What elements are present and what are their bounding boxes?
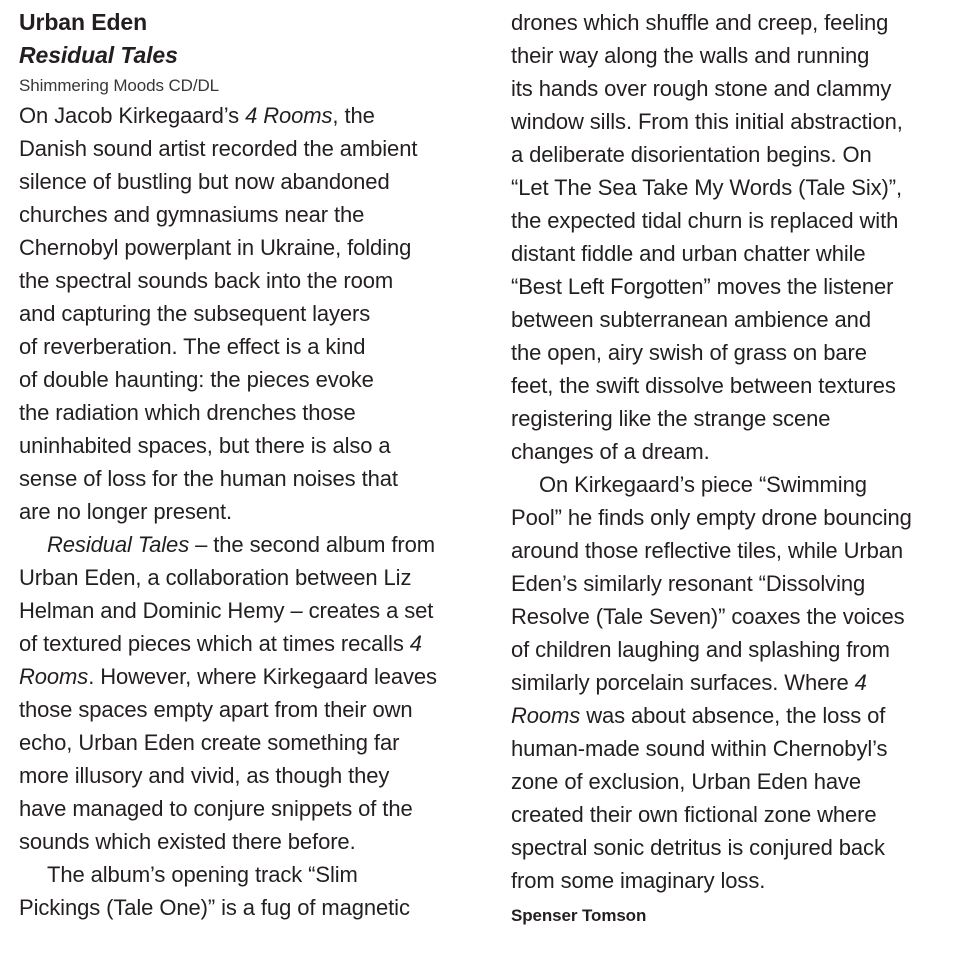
text-line: of textured pieces which at times recalls 4 <box>19 631 422 656</box>
text-line: changes of a dream. <box>511 439 710 464</box>
text-line: window sills. From this initial abstraction, <box>511 109 903 134</box>
text-line: between subterranean ambience and <box>511 307 871 332</box>
text-line: “Let The Sea Take My Words (Tale Six)”, <box>511 175 903 200</box>
text-line: a deliberate disorientation begins. On <box>511 142 872 167</box>
text-line: Pool” he finds only empty drone bouncing <box>511 505 912 530</box>
italic-title: Rooms <box>511 703 581 728</box>
artist-name: Urban Eden <box>19 9 148 35</box>
text-line: of reverberation. The effect is a kind <box>19 334 366 359</box>
text-line: their way along the walls and running <box>511 43 870 68</box>
text-line: are no longer present. <box>19 499 233 524</box>
text-line: zone of exclusion, Urban Eden have <box>511 769 862 794</box>
text-line: its hands over rough stone and clammy <box>511 76 892 101</box>
text-line: similarly porcelain surfaces. Where 4 <box>511 670 867 695</box>
text-line: human-made sound within Chernobyl’s <box>511 736 888 761</box>
review-body-right <box>511 6 971 897</box>
text-line: On Kirkegaard’s piece “Swimming <box>539 472 867 497</box>
text-line: Rooms was about absence, the loss of <box>511 703 886 728</box>
text-line: more illusory and vivid, as though they <box>19 763 390 788</box>
review-body-left <box>19 99 494 924</box>
text-line: drones which shuffle and creep, feeling <box>511 10 889 35</box>
release-label: Shimmering Moods CD/DL <box>19 76 219 95</box>
text-line: of double haunting: the pieces evoke <box>19 367 374 392</box>
text-line: have managed to conjure snippets of the <box>19 796 413 821</box>
text-line: echo, Urban Eden create something far <box>19 730 400 755</box>
text-line: and capturing the subsequent layers <box>19 301 371 326</box>
text-line: Resolve (Tale Seven)” coaxes the voices <box>511 604 905 629</box>
italic-title: 4 Rooms <box>245 103 333 128</box>
text-line: sense of loss for the human noises that <box>19 466 398 491</box>
text-line: Helman and Dominic Hemy – creates a set <box>19 598 434 623</box>
text-line: Rooms. However, where Kirkegaard leaves <box>19 664 437 689</box>
text-line: the spectral sounds back into the room <box>19 268 394 293</box>
text-line: Chernobyl powerplant in Ukraine, folding <box>19 235 412 260</box>
text-line: Pickings (Tale One)” is a fug of magnetic <box>19 895 410 920</box>
text-line: sounds which existed there before. <box>19 829 356 854</box>
text-line: those spaces empty apart from their own <box>19 697 413 722</box>
italic-title: Residual Tales <box>47 532 190 557</box>
text-line: feet, the swift dissolve between textures <box>511 373 896 398</box>
text-line: uninhabited spaces, but there is also a <box>19 433 391 458</box>
reviewer-byline: Spenser Tomson <box>511 906 647 925</box>
text-line: “Best Left Forgotten” moves the listener <box>511 274 894 299</box>
left-column <box>19 6 494 924</box>
text-line: Danish sound artist recorded the ambient <box>19 136 418 161</box>
italic-title: 4 <box>854 670 867 695</box>
text-line: Urban Eden, a collaboration between Liz <box>19 565 412 590</box>
italic-title: 4 <box>409 631 422 656</box>
text-line: the expected tidal churn is replaced with <box>511 208 899 233</box>
text-line: distant fiddle and urban chatter while <box>511 241 866 266</box>
text-line: The album’s opening track “Slim <box>47 862 358 887</box>
text-line: registering like the strange scene <box>511 406 831 431</box>
text-line: created their own fictional zone where <box>511 802 877 827</box>
text-line: On Jacob Kirkegaard’s 4 Rooms, the <box>19 103 375 128</box>
right-column <box>511 6 971 932</box>
italic-title: Rooms <box>19 664 89 689</box>
text-line: Residual Tales – the second album from <box>47 532 435 557</box>
text-line: of children laughing and splashing from <box>511 637 890 662</box>
text-line: from some imaginary loss. <box>511 868 766 893</box>
album-title: Residual Tales <box>19 42 178 68</box>
text-line: Eden’s similarly resonant “Dissolving <box>511 571 866 596</box>
text-line: the radiation which drenches those <box>19 400 356 425</box>
text-line: churches and gymnasiums near the <box>19 202 365 227</box>
text-line: around those reflective tiles, while Urban <box>511 538 904 563</box>
text-line: the open, airy swish of grass on bare <box>511 340 867 365</box>
text-line: spectral sonic detritus is conjured back <box>511 835 885 860</box>
text-line: silence of bustling but now abandoned <box>19 169 390 194</box>
